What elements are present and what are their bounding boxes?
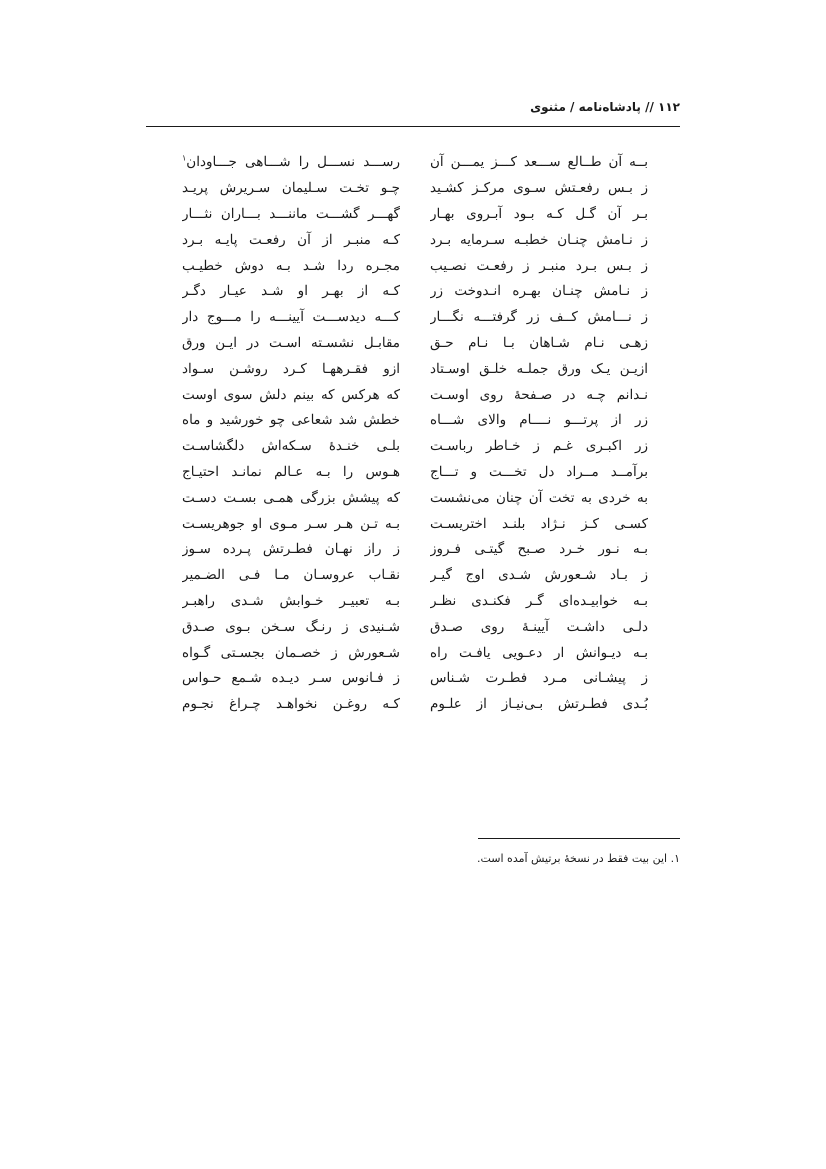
hemistich-left <box>182 641 400 666</box>
hemistich-left-text: شـنیدی ز رنـگ سـخن بـوی صـدق <box>182 618 400 635</box>
couplet <box>182 408 648 434</box>
footnote: ۱. این بیت فقط در نسخهٔ برتیش آمده است. <box>476 852 680 865</box>
hemistich-left-text: که پیشش بزرگی همـی بسـت دسـت <box>182 489 400 506</box>
hemistich-left <box>182 460 400 485</box>
hemistich-left <box>182 357 400 382</box>
hemistich-left-text: رســـد نســـل را شـــاهی جـــاودان <box>186 154 400 171</box>
hemistich-left-text: هـوس را بـه عـالم نمانـد احتیـاج <box>182 463 400 480</box>
couplet <box>182 666 648 692</box>
hemistich-left <box>182 228 400 253</box>
hemistich-left <box>182 434 400 459</box>
hemistich-left <box>182 331 400 356</box>
hemistich-left-text: مقابـل نشسـته اسـت در ایـن ورق <box>182 334 400 351</box>
hemistich-right: ز نـامش چنـان بهـره انـدوخت زر <box>430 283 648 300</box>
hemistich-right: زر اکبـری غـم ز خـاطر رباسـت <box>430 438 648 455</box>
hemistich-right: ز نـامش چنـان خطبـه سـرمایه بـرد <box>430 231 648 248</box>
couplet <box>182 356 648 382</box>
poem-body <box>182 150 648 718</box>
hemistich-left <box>182 150 400 175</box>
hemistich-left <box>182 589 400 614</box>
couplet <box>182 434 648 460</box>
hemistich-left <box>182 486 400 511</box>
hemistich-right: به خردی به تخت آن چنان می‌نشست <box>430 489 648 506</box>
hemistich-right: بـه دیـوانش ار دعـویی یافـت راه <box>430 644 648 661</box>
hemistich-left <box>182 202 400 227</box>
couplet <box>182 614 648 640</box>
hemistich-left-text: نقـاب عروسـان مـا فـی الضـمیر <box>182 567 400 584</box>
hemistich-right: زر از پرتـــو نــــام والای شـــاه <box>430 412 648 429</box>
hemistich-right: دلـی داشـت آیینـهٔ روی صـدق <box>430 618 648 635</box>
hemistich-left-text: بلـی خنـدهٔ سـکه‌اش دلگشاسـت <box>182 438 400 455</box>
hemistich-left-text: ازو فقـرههـا کـرد روشـن سـواد <box>182 360 400 377</box>
footnote-rule <box>478 838 680 839</box>
hemistich-left-text: خطش شد شعاعی چو خورشید و ماه <box>182 412 400 429</box>
footnote-marker: ۱ <box>182 153 187 163</box>
hemistich-right: بـه خوابیـده‌ای گـر فکنـدی نظـر <box>430 592 648 609</box>
hemistich-left <box>182 305 400 330</box>
couplet <box>182 537 648 563</box>
couplet <box>182 176 648 202</box>
couplet <box>182 150 648 176</box>
hemistich-left-text: گهـــر گشـــت ماننـــد بـــاران نثـــار <box>182 205 400 222</box>
hemistich-left <box>182 279 400 304</box>
hemistich-left <box>182 692 400 717</box>
couplet <box>182 279 648 305</box>
hemistich-right: ز پیشـانی مـرد فطـرت شـناس <box>430 670 648 687</box>
couplet <box>182 305 648 331</box>
hemistich-left-text: بـه تـن هـر سـر مـوی او جوهریسـت <box>182 515 400 532</box>
hemistich-right: ازیـن یـک ورق جملـه خلـق اوسـتاد <box>430 360 648 377</box>
hemistich-left-text: کـه از بهـر او شـد عیـار دگـر <box>182 283 400 300</box>
hemistich-right: برآمــد مــراد دل تخـــت و تـــاج <box>430 463 648 480</box>
couplet <box>182 227 648 253</box>
hemistich-left <box>182 537 400 562</box>
header-rule <box>146 126 680 127</box>
hemistich-left-text: کـه روغـن نخواهـد چـراغ نجـوم <box>182 696 400 713</box>
couplet <box>182 382 648 408</box>
hemistich-right: زهـی نـام شـاهان بـا نـام حـق <box>430 334 648 351</box>
hemistich-right: ز بـس بـرد منبـر ز رفعـت نصـیب <box>430 257 648 274</box>
hemistich-right: کسـی کـز نـژاد بلنـد اختریسـت <box>430 515 648 532</box>
couplet <box>182 331 648 357</box>
couplet <box>182 485 648 511</box>
hemistich-left-text: شـعورش ز خصـمان بجسـتی گـواه <box>182 644 400 661</box>
couplet <box>182 589 648 615</box>
hemistich-left-text: مجـره ردا شـد بـه دوش خطیـب <box>182 257 400 274</box>
hemistich-left-text: بـه تعبیـر خـوابش شـدی راهبـر <box>182 592 400 609</box>
hemistich-left-text: ز راز نهـان فطـرتش پـرده سـوز <box>182 541 400 558</box>
hemistich-right: نـدانم چـه در صـفحهٔ روی اوسـت <box>430 386 648 403</box>
hemistich-left <box>182 666 400 691</box>
hemistich-right: بُـدی فطـرتش بـی‌نیـاز از علـوم <box>430 696 648 713</box>
hemistich-left <box>182 176 400 201</box>
hemistich-left-text: چـو تخـت سـلیمان سـریرش پریـد <box>182 180 400 197</box>
hemistich-right: بــه آن طــالع ســـعد کـــز یمـــن آن <box>430 154 648 171</box>
couplet <box>182 460 648 486</box>
hemistich-right: ز نـــامش کــف زر گرفتـــه نگـــار <box>430 309 648 326</box>
hemistich-right: بـر آن گـل کـه بـود آبـروی بهـار <box>430 205 648 222</box>
hemistich-left <box>182 615 400 640</box>
hemistich-left-text: کـه منبـر از آن رفعـت پایـه بـرد <box>182 231 400 248</box>
couplet <box>182 511 648 537</box>
hemistich-left-text: کـــه دیدســـت آیینـــه را مـــوج دار <box>182 309 400 326</box>
couplet <box>182 563 648 589</box>
hemistich-left-text: که هرکس که بینم دلش سوی اوست <box>182 386 400 403</box>
hemistich-left <box>182 254 400 279</box>
running-head: ۱۱۲ // پادشاه‌نامه / مثنوی <box>530 100 680 114</box>
couplet <box>182 253 648 279</box>
hemistich-left <box>182 563 400 588</box>
couplet <box>182 692 648 718</box>
hemistich-left <box>182 383 400 408</box>
couplet <box>182 640 648 666</box>
couplet <box>182 202 648 228</box>
hemistich-left <box>182 408 400 433</box>
hemistich-right: ز بـاد شـعورش شـدی اوج گیـر <box>430 567 648 584</box>
hemistich-right: بـه نـور خـرد صـبح گیتـی فـروز <box>430 541 648 558</box>
hemistich-right: ز بـس رفعـتش سـوی مرکـز کشـید <box>430 180 648 197</box>
hemistich-left <box>182 512 400 537</box>
hemistich-left-text: ز فـانوس سـر دیـده شـمع حـواس <box>182 670 400 687</box>
